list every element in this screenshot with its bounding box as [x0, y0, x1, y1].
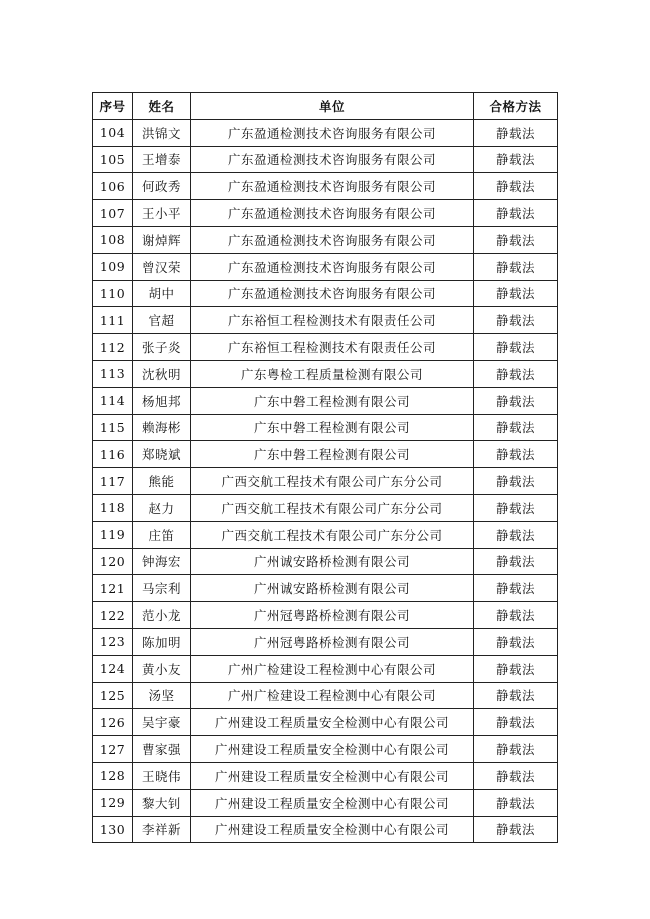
cell-unit: 广州冠粤路桥检测有限公司: [191, 602, 474, 629]
cell-method: 静载法: [474, 655, 558, 682]
cell-unit: 广东中磐工程检测有限公司: [191, 387, 474, 414]
cell-method: 静载法: [474, 360, 558, 387]
cell-unit: 广东盈通检测技术咨询服务有限公司: [191, 226, 474, 253]
cell-method: 静载法: [474, 789, 558, 816]
cell-method: 静载法: [474, 441, 558, 468]
cell-method: 静载法: [474, 575, 558, 602]
cell-no: 129: [93, 789, 133, 816]
cell-unit: 广西交航工程技术有限公司广东分公司: [191, 468, 474, 495]
cell-method: 静载法: [474, 387, 558, 414]
cell-unit: 广东盈通检测技术咨询服务有限公司: [191, 173, 474, 200]
table-row: [93, 200, 558, 227]
cell-name: 王小平: [133, 200, 191, 227]
table-row: [93, 548, 558, 575]
table-row: [93, 226, 558, 253]
cell-method: 静载法: [474, 816, 558, 843]
cell-no: 112: [93, 334, 133, 361]
cell-method: 静载法: [474, 253, 558, 280]
cell-method: 静载法: [474, 307, 558, 334]
table-row: [93, 521, 558, 548]
cell-no: 115: [93, 414, 133, 441]
cell-name: 杨旭邦: [133, 387, 191, 414]
cell-unit: 广东盈通检测技术咨询服务有限公司: [191, 119, 474, 146]
cell-name: 陈加明: [133, 628, 191, 655]
cell-unit: 广州冠粤路桥检测有限公司: [191, 628, 474, 655]
table-row: [93, 709, 558, 736]
table-row: [93, 307, 558, 334]
table-row: [93, 360, 558, 387]
cell-no: 119: [93, 521, 133, 548]
cell-unit: 广东盈通检测技术咨询服务有限公司: [191, 253, 474, 280]
cell-method: 静载法: [474, 146, 558, 173]
cell-no: 106: [93, 173, 133, 200]
cell-name: 范小龙: [133, 602, 191, 629]
table-row: [93, 789, 558, 816]
cell-unit: 广州广检建设工程检测中心有限公司: [191, 682, 474, 709]
cell-no: 124: [93, 655, 133, 682]
cell-method: 静载法: [474, 200, 558, 227]
cell-unit: 广州建设工程质量安全检测中心有限公司: [191, 709, 474, 736]
cell-no: 123: [93, 628, 133, 655]
cell-name: 胡中: [133, 280, 191, 307]
cell-no: 122: [93, 602, 133, 629]
table-row: [93, 468, 558, 495]
cell-unit: 广西交航工程技术有限公司广东分公司: [191, 494, 474, 521]
table-row: [93, 387, 558, 414]
cell-no: 125: [93, 682, 133, 709]
cell-method: 静载法: [474, 226, 558, 253]
cell-name: 王增泰: [133, 146, 191, 173]
cell-no: 113: [93, 360, 133, 387]
table-body: [93, 119, 558, 843]
cell-name: 赵力: [133, 494, 191, 521]
table-row: [93, 736, 558, 763]
cell-unit: 广东中磐工程检测有限公司: [191, 414, 474, 441]
cell-method: 静载法: [474, 602, 558, 629]
table-header-row: [93, 93, 558, 120]
cell-name: 沈秋明: [133, 360, 191, 387]
cell-name: 谢焯辉: [133, 226, 191, 253]
cell-name: 吴宇豪: [133, 709, 191, 736]
cell-unit: 广西交航工程技术有限公司广东分公司: [191, 521, 474, 548]
cell-name: 曾汉荣: [133, 253, 191, 280]
cell-no: 114: [93, 387, 133, 414]
table-row: [93, 414, 558, 441]
table-row: [93, 494, 558, 521]
cell-no: 127: [93, 736, 133, 763]
cell-method: 静载法: [474, 709, 558, 736]
cell-name: 李祥新: [133, 816, 191, 843]
cell-method: 静载法: [474, 762, 558, 789]
cell-no: 121: [93, 575, 133, 602]
cell-unit: 广州广检建设工程检测中心有限公司: [191, 655, 474, 682]
cell-name: 洪锦文: [133, 119, 191, 146]
cell-no: 116: [93, 441, 133, 468]
cell-method: 静载法: [474, 468, 558, 495]
cell-method: 静载法: [474, 548, 558, 575]
cell-name: 汤坚: [133, 682, 191, 709]
cell-name: 何政秀: [133, 173, 191, 200]
cell-method: 静载法: [474, 628, 558, 655]
cell-unit: 广东裕恒工程检测技术有限责任公司: [191, 334, 474, 361]
cell-unit: 广州建设工程质量安全检测中心有限公司: [191, 736, 474, 763]
table-row: [93, 441, 558, 468]
cell-unit: 广东盈通检测技术咨询服务有限公司: [191, 200, 474, 227]
table-row: [93, 334, 558, 361]
cell-no: 111: [93, 307, 133, 334]
cell-unit: 广州诚安路桥检测有限公司: [191, 548, 474, 575]
table-row: [93, 602, 558, 629]
cell-no: 107: [93, 200, 133, 227]
table-row: [93, 816, 558, 843]
cell-no: 109: [93, 253, 133, 280]
cell-name: 庄笛: [133, 521, 191, 548]
cell-method: 静载法: [474, 736, 558, 763]
cell-no: 105: [93, 146, 133, 173]
table-row: [93, 119, 558, 146]
cell-name: 郑晓斌: [133, 441, 191, 468]
cell-name: 黄小友: [133, 655, 191, 682]
cell-method: 静载法: [474, 682, 558, 709]
cell-unit: 广州建设工程质量安全检测中心有限公司: [191, 816, 474, 843]
table-row: [93, 628, 558, 655]
cell-no: 126: [93, 709, 133, 736]
cell-unit: 广东裕恒工程检测技术有限责任公司: [191, 307, 474, 334]
table-row: [93, 682, 558, 709]
table-row: [93, 173, 558, 200]
cell-unit: 广东盈通检测技术咨询服务有限公司: [191, 146, 474, 173]
cell-name: 张子炎: [133, 334, 191, 361]
cell-name: 马宗利: [133, 575, 191, 602]
header-no: 序号: [93, 93, 133, 120]
cell-no: 130: [93, 816, 133, 843]
cell-no: 108: [93, 226, 133, 253]
cell-name: 黎大钊: [133, 789, 191, 816]
cell-unit: 广东盈通检测技术咨询服务有限公司: [191, 280, 474, 307]
cell-method: 静载法: [474, 119, 558, 146]
cell-method: 静载法: [474, 414, 558, 441]
cell-unit: 广州建设工程质量安全检测中心有限公司: [191, 762, 474, 789]
cell-unit: 广东中磐工程检测有限公司: [191, 441, 474, 468]
cell-no: 104: [93, 119, 133, 146]
cell-method: 静载法: [474, 280, 558, 307]
table-row: [93, 655, 558, 682]
header-unit: 单位: [191, 93, 474, 120]
cell-name: 熊能: [133, 468, 191, 495]
table-row: [93, 575, 558, 602]
table-row: [93, 280, 558, 307]
qualified-personnel-table: [92, 92, 558, 843]
table-row: [93, 146, 558, 173]
cell-name: 钟海宏: [133, 548, 191, 575]
cell-method: 静载法: [474, 521, 558, 548]
table-row: [93, 762, 558, 789]
cell-no: 117: [93, 468, 133, 495]
cell-unit: 广州建设工程质量安全检测中心有限公司: [191, 789, 474, 816]
cell-method: 静载法: [474, 334, 558, 361]
header-name: 姓名: [133, 93, 191, 120]
cell-name: 王晓伟: [133, 762, 191, 789]
cell-unit: 广东粤检工程质量检测有限公司: [191, 360, 474, 387]
cell-unit: 广州诚安路桥检测有限公司: [191, 575, 474, 602]
cell-no: 110: [93, 280, 133, 307]
table-row: [93, 253, 558, 280]
cell-method: 静载法: [474, 173, 558, 200]
cell-no: 118: [93, 494, 133, 521]
cell-no: 120: [93, 548, 133, 575]
header-method: 合格方法: [474, 93, 558, 120]
cell-method: 静载法: [474, 494, 558, 521]
cell-no: 128: [93, 762, 133, 789]
cell-name: 官超: [133, 307, 191, 334]
cell-name: 赖海彬: [133, 414, 191, 441]
cell-name: 曹家强: [133, 736, 191, 763]
